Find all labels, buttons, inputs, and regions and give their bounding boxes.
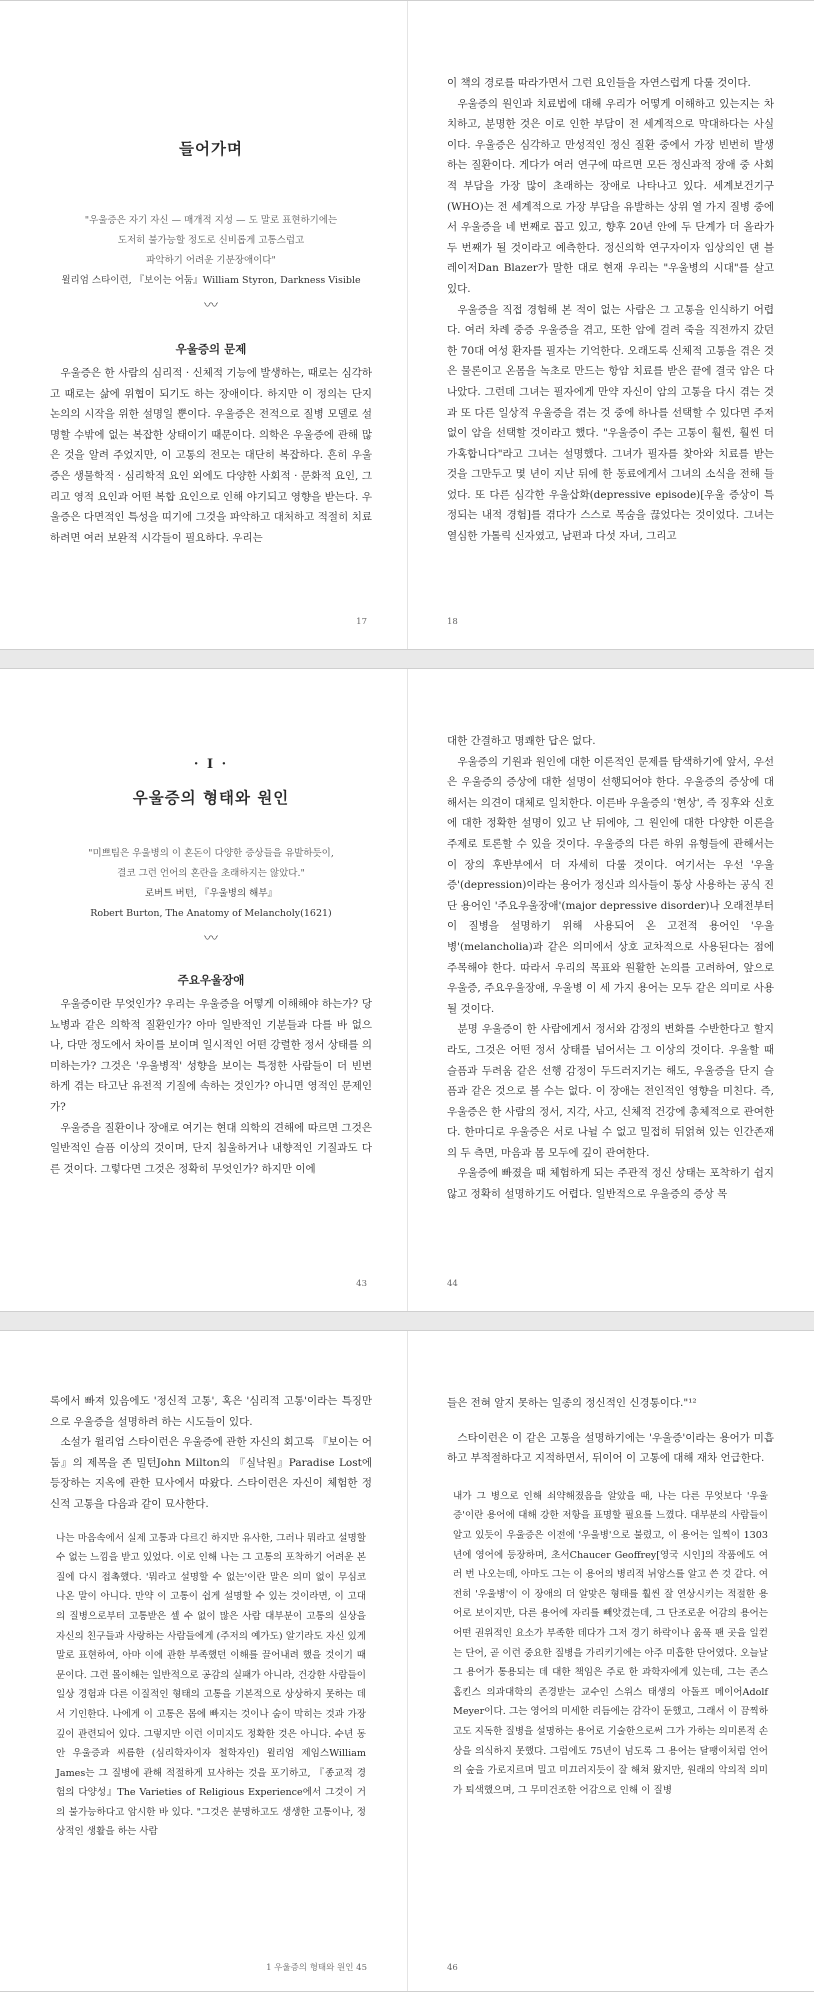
page-18 bbox=[407, 1, 814, 649]
body-paragraph: 우울증은 한 사람의 심리적 · 신체적 기능에 발생하는, 때로는 심각하고 때로는 삶에 위협이 되기도 하는 장애이다. 하지만 이 정의는 단지 논의의 시작을 위한 설명일 뿐이다. 우울증은 전적으로 질병 모델로 설명할 수밖에 없는 복잡한 상태이기 때문이다. 의학은 우울증에 관해 많은 것을 알려 주었지만, 이 고통의 전모는 대단히 복잡하다. 흔히 우울증은 생물학적 · 심리학적 요인 외에도 다양한 사회적 · 문화적 요인, 그리고 영적 요인과 어떤 복합 요인으로 인해 야기되고 영향을 받는다. 우울증은 다면적인 특성을 띠기에 그것을 파악하고 대처하고 적절히 치료하려면 여러 보완적 시각들이 필요하다. 우리는 bbox=[50, 367, 372, 544]
body-paragraph: 우울증이란 무엇인가? 우리는 우울증을 어떻게 이해해야 하는가? 당뇨병과 같은 의학적 질환인가? 아마 일반적인 기분들과 다를 바 없으나, 다만 정도에서 차이를 보이며 일시적인 어떤 강렬한 정서 상태를 의미하는가? 그것은 '우울병적' 성향을 보이는 특정한 사람들이 더 빈번하게 겪는 타고난 유전적 기질에 속하는 것인가? 아니면 영적인 문제인가? bbox=[50, 998, 372, 1113]
spread-3 bbox=[0, 1330, 814, 1992]
epigraph-line: "미쁘팀은 우울병의 이 혼돈이 다양한 증상들을 유발하듯이, bbox=[88, 848, 334, 859]
spread-2 bbox=[0, 668, 814, 1312]
page-43 bbox=[0, 669, 407, 1311]
body-paragraph: 소설가 윌리엄 스타이런은 우울증에 관한 자신의 회고록 『보이는 어둠』의 제목을 존 밀턴John Milton의 『실낙원』Paradise Lost에 등장하는 지옥에 관한 묘사에서 따왔다. 스타이런은 자신이 체험한 정신적 고통을 다음과 같이 묘사한다. bbox=[50, 1436, 372, 1510]
chapter-title: 들어가며 bbox=[179, 139, 243, 158]
body-paragraph: 우울증을 직접 경험해 본 적이 없는 사람은 그 고통을 인식하기 어렵다. 여러 차례 중증 우울증을 겪고, 또한 암에 걸려 죽을 직전까지 갔던 한 70대 여성 환자를 필자는 기억한다. 오래도록 신체적 고통을 겪은 것은 물론이고 온몸을 녹초로 만드는 항암 치료를 받은 끝에 결국 암은 다 나았다. 그런데 그녀는 필자에게 만약 자신이 암의 고통을 다시 겪는 것과 또 다른 일상적 우울증을 겪는 것 중에 하나를 선택할 수 있다면 주저 없이 암을 선택할 것이라고 했다. "우울증이 주는 고통이 훨씬, 훨씬 더 가혹합니다"라고 그녀는 설명했다. 그녀가 필자를 찾아와 치료를 받는 것을 그만두고 몇 년이 지난 뒤에 한 동료에게서 그녀의 소식을 전해 들었다. 또 다른 심각한 우울삽화(depressive episode)[우울 증상이 특정되는 내적 경험]를 겪다가 스스로 목숨을 끊었다는 것이었다. 그녀는 열심한 가톨릭 신자였고, 남편과 다섯 자녀, 그리고 bbox=[447, 303, 774, 543]
page-17 bbox=[0, 1, 407, 649]
epigraph-line: "우울증은 자기 자신 — 매개적 지성 — 도 말로 표현하기에는 bbox=[84, 215, 338, 226]
section-title: 주요우울장애 bbox=[177, 973, 245, 987]
epigraph-line: 결코 그런 언어의 혼란을 초래하지는 않았다." bbox=[117, 868, 305, 879]
body-paragraph: 우울증에 빠졌을 때 체험하게 되는 주관적 정신 상태는 포착하기 쉽지 않고 정확히 설명하기도 어렵다. 일반적으로 우울증의 증상 목 bbox=[447, 1167, 774, 1201]
page-45 bbox=[0, 1331, 407, 1991]
body-paragraph: 분명 우울증이 한 사람에게서 정서와 감정의 변화를 수반한다고 할지라도, 그것은 어떤 정서 상태를 넘어서는 그 이상의 것이다. 우울할 때 슬픔과 두려움 같은 선행 감정이 두드러지기는 해도, 우울증을 단지 슬픔과 같은 것으로 볼 수는 없다. 이 장애는 전인적인 영향을 미친다. 즉, 우울증은 한 사람의 정서, 지각, 사고, 신체적 건강에 총체적으로 관여한다. 한마디로 우울증은 서로 나뉠 수 없고 밀접히 뒤얽혀 있는 인간존재의 두 측면, 마음과 몸 모두에 깊이 관여한다. bbox=[447, 1023, 774, 1159]
page-number: 17 bbox=[356, 617, 367, 627]
body-paragraph: 록에서 빠져 있음에도 '정신적 고통', 혹은 '심리적 고통'이라는 특징만으로 우울증을 설명하려 하는 시도들이 있다. bbox=[50, 1395, 372, 1428]
epigraph-line: 도저히 불가능할 정도로 신비롭게 고통스럽고 bbox=[117, 235, 305, 246]
body-paragraph: 우울증을 질환이나 장애로 여기는 현대 의학의 견해에 따르면 그것은 일반적인 슬픔 이상의 것이며, 단지 침울하거나 내향적인 기질과도 다른 것이다. 그렇다면 그것은 정확히 무엇인가? 하지만 이에 bbox=[50, 1121, 372, 1175]
spread-1 bbox=[0, 0, 814, 650]
page-number: 46 bbox=[447, 1963, 458, 1973]
body-paragraph: 우울증의 기원과 원인에 대한 이론적인 문제를 탐색하기에 앞서, 우선은 우울증의 증상에 대한 설명이 선행되어야 한다. 우울증의 증상에 대해서는 의견이 대체로 일치한다. 이른바 우울증의 '현상', 즉 징후와 신호에 대한 정확한 설명이 있고 난 뒤에야, 그 원인에 대한 다양한 이론을 주제로 토론할 수 있을 것이다. 우울증의 다른 하위 유형들에 관해서는 이 장의 후반부에서 더 자세히 다룰 것이다. 여기서는 우선 '우울증'(depression)이라는 용어가 정신과 의사들이 통상 사용하는 공식 진단 용어인 '주요우울장애'(major depressive disorder)나 오래전부터 이 질병을 설명하기 위해 사용되어 온 고전적 용어인 '우울병'(melancholia)과 같은 의미에서 상호 교차적으로 사용된다는 점에 주목해야 한다. 따라서 우리의 목표와 원활한 논의를 고려하여, 앞으로 우울증, 주요우울장애, 우울병 이 세 가지 용어는 모두 같은 의미로 사용될 것이다. bbox=[447, 755, 774, 1015]
page-number: 44 bbox=[447, 1279, 458, 1289]
ornament-divider: 〰 bbox=[204, 298, 218, 314]
epigraph-source: 로버트 버턴, 『우울병의 해부』 bbox=[144, 888, 278, 899]
body-paragraph: 대한 간결하고 명쾌한 답은 없다. bbox=[447, 735, 596, 747]
page-number: 43 bbox=[356, 1279, 367, 1289]
page-44 bbox=[407, 669, 814, 1311]
body-paragraph: 들은 전혀 알지 못하는 일종의 정신적인 신경통이다."¹² bbox=[447, 1397, 697, 1409]
running-footer: 1 우울증의 형태와 원인 45 bbox=[266, 1963, 367, 1973]
ornament-divider: 〰 bbox=[204, 931, 218, 947]
page-46 bbox=[407, 1331, 814, 1991]
body-paragraph: 이 책의 경로를 따라가면서 그런 요인들을 자연스럽게 다룰 것이다. bbox=[447, 77, 751, 89]
block-quote: 내가 그 병으로 인해 쇠약해졌음을 알았을 때, 나는 다른 무엇보다 '우울증'이란 용어에 대해 강한 저항을 표명할 필요를 느꼈다. 대부분의 사람들이 알고 있듯이 우울증은 이전에 '우울병'으로 불렸고, 이 용어는 일찍이 1303년에 영어에 등장하며, 초서Chaucer Geoffrey[영국 시인]의 작품에도 여러 번 나오는데, 아마도 그는 이 용어의 병리적 뉘앙스를 알고 쓴 것 같다. 여전히 '우울병'이 이 장애의 더 알맞은 형태를 훨씬 잘 연상시키는 적절한 용어로 보이지만, 다른 용어에 자리를 빼앗겼는데, 그 단조로운 어감의 용어는 어떤 권위적인 요소가 부족한 데다가 그저 경기 하락이나 움푹 팬 곳을 일컫는 단어, 곧 이런 중요한 질병을 가리키기에는 아주 미흡한 단어였다. 오늘날 그 용어가 통용되는 데 대한 책임은 주로 한 과학자에게 있는데, 그는 존스 홉킨스 의과대학의 존경받는 교수인 스위스 태생의 아돌프 메이어Adolf Meyer이다. 그는 영어의 미세한 리듬에는 감각이 둔했고, 그래서 이 끔찍하고도 지독한 질병을 설명하는 용어로 기술한으로써 그가 가하는 의미론적 손상을 의식하지 못했다. 그럼에도 75년이 넘도록 그 용어는 달팽이처럼 언어의 숲을 가로지르며 밀고 미끄러지듯이 잘 해쳐 왔지만, 원래의 악의적 의미가 퇴색했으며, 그 무미건조한 어감으로 인해 이 질병 bbox=[453, 1490, 768, 1796]
page-number: 18 bbox=[447, 617, 458, 627]
epigraph-source: 윌리엄 스타이런, 『보이는 어둠』William Styron, Darkness Visible bbox=[61, 275, 361, 286]
chapter-number: · I · bbox=[193, 757, 229, 772]
chapter-title: 우울증의 형태와 원인 bbox=[132, 788, 290, 807]
section-title: 우울증의 문제 bbox=[175, 342, 247, 356]
body-paragraph: 우울증의 원인과 치료법에 대해 우리가 어떻게 이해하고 있는지는 차치하고, 분명한 것은 이로 인한 부담이 전 세계적으로 막대하다는 사실이다. 우울증은 심각하고 만성적인 정신 질환 중에서 가장 빈번히 발생하는 질환이다. 게다가 여러 연구에 따르면 모든 정신과적 장애 중 사회적 부담을 가장 많이 초래하는 장애로 나타나고 있다. 세계보건기구(WHO)는 전 세계적으로 가장 부담을 유발하는 상위 열 가지 질병 중에서 우울증을 네 번째로 꼽고 있고, 향후 20년 안에 두 단계가 더 올라가 두 번째가 될 것이라고 예측한다. 정신의학 연구자이자 임상의인 댄 블레이저Dan Blazer가 말한 대로 현재 우리는 "우울병의 시대"를 살고 있다. bbox=[447, 97, 774, 295]
epigraph-source-english: Robert Burton, The Anatomy of Melancholy(1621) bbox=[90, 908, 332, 919]
epigraph-line: 파악하기 어려운 기분장애이다" bbox=[146, 255, 276, 266]
body-paragraph: 스타이런은 이 같은 고통을 설명하기에는 '우울증'이라는 용어가 미흡하고 부적절하다고 지적하면서, 뒤이어 이 고통에 대해 재차 언급한다. bbox=[447, 1431, 774, 1465]
block-quote: 나는 마음속에서 실제 고통과 다르긴 하지만 유사한, 그러나 뭐라고 설명할 수 없는 느낌을 받고 있었다. 이로 인해 나는 그 고통의 포착하기 어려운 본질에 다시 접촉했다. '뭐라고 설명할 수 없는'이란 말은 의미 없이 무심코 나온 말이 아니다. 만약 이 고통이 쉽게 설명할 수 있는 것이라면, 이 고대의 질병으로부터 고통받은 셀 수 없이 많은 사람 대부분이 고통의 실상을 자신의 친구들과 사랑하는 사람들에게 (주저의 예가도) 알기라도 자신 있게 말로 표현하여, 아마 이에 관한 부족했던 이해를 끌어내려 했을 것이기 때문이다. 그런 몰이해는 일반적으로 공감의 실패가 아니라, 건강한 사람들이 일상 경험과 다른 이질적인 형태의 고통을 기본적으로 상상하지 못하는 데서 기인한다. 나에게 이 고통은 몸에 빠지는 것이나 숨이 막히는 것과 가장 깊이 관련되어 있다. 그렇지만 이런 이미지도 정확한 것은 아니다. 수년 동안 우울증과 씨름한 (심리학자이자 철학자인) 윌리엄 제임스William James는 그 질병에 관해 적절하게 묘사하는 것을 포기하고, 『종교적 경험의 다양성』The Varieties of Religious Experience에서 그것이 거의 불가능하다고 암시한 바 있다. "그것은 분명하고도 생생한 고통이나, 정상적인 생활을 하는 사람 bbox=[56, 1532, 366, 1838]
